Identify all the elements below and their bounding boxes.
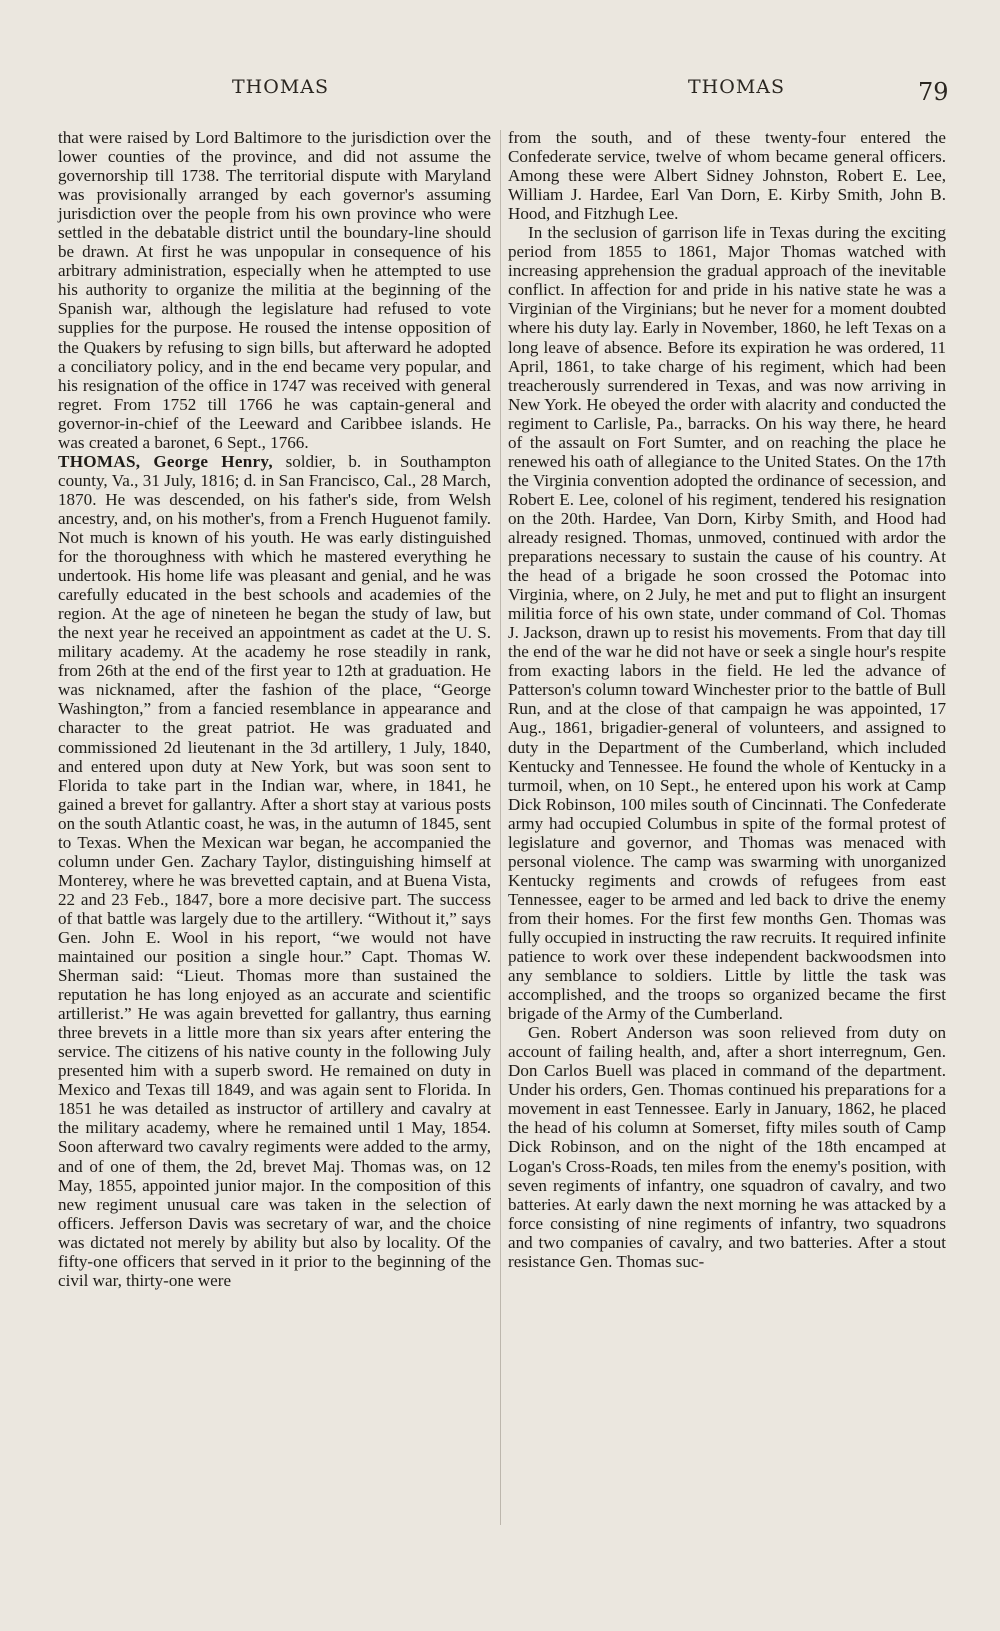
paragraph-continued: that were raised by Lord Baltimore to the jurisdiction over the lower counties of the province, and did not assume the governorship till 1738. The territorial dispute with Maryland was provisionally arranged by each governor's assuming jurisdiction over the people from his own province who were settled in the debatable district until the boundary-line should be drawn. At first he was unpopular in consequence of his arbitrary administration, especially when he attempted to use his authority to organize the militia at the beginning of the Spanish war, although the legislature had refused to vote supplies for the purpose. He roused the intense opposition of the Quakers by refusing to sign bills, but afterward he adopted a conciliatory policy, and in the end became very popular, and his resignation of the office in 1747 was received with general regret. From 1752 till 1766 he was captain-general and governor-in-chief of the Leeward and Caribbee islands. He was created a baronet, 6 Sept., 1766. [58,128,491,452]
paragraph-anderson-relieved: Gen. Robert Anderson was soon relieved from duty on account of failing health, and, after a short interregnum, Gen. Don Carlos Buell was placed in command of the department. Under his orders, Gen. Thomas continued his preparations for a movement in east Tennessee. Early in January, 1862, he placed the head of his column at Somerset, fifty miles south of Camp Dick Robinson, and on the night of the 18th encamped at Logan's Cross-Roads, ten miles from the enemy's position, with seven regiments of infantry, one squadron of cavalry, and two batteries. At early dawn the next morning he was attacked by a force consisting of nine regiments of infantry, two squadrons and two companies of cavalry, and two batteries. After a stout resistance Gen. Thomas suc- [508,1023,946,1271]
paragraph-confederate-officers: from the south, and of these twenty-four entered the Confederate service, twelve of whom became general officers. Among these were Albert Sidney Johnston, Robert E. Lee, William J. Hardee, Earl Van Dorn, E. Kirby Smith, John B. Hood, and Fitzhugh Lee. [508,128,946,224]
entry-thomas-george-henry [58,452,491,1290]
entry-text: soldier, b. in Southampton county, Va., 31 July, 1816; d. in San Francisco, Cal., 28 March, 1870. He was descended, on his father's side, from Welsh ancestry, and, on his mother's, from a French Huguenot family. Not much is known of his youth. He was early distinguished for the thoroughness with which he mastered everything he undertook. His home life was pleasant and genial, and he was carefully educated in the best schools and academies of the region. At the age of nineteen he began the study of law, but the next year he received an appointment as cadet at the U. S. military academy. At the academy he rose steadily in rank, from 26th at the end of the first year to 12th at graduation. He was nicknamed, after the fashion of the place, “George Washington,” from a fancied resemblance in appearance and character to the great patriot. He was graduated and commissioned 2d lieutenant in the 3d artillery, 1 July, 1840, and entered upon duty at New York, but was soon sent to Florida to take part in the Indian war, where, in 1841, he gained a brevet for gallantry. After a short stay at various posts on the south Atlantic coast, he was, in the autumn of 1845, sent to Texas. When the Mexican war began, he accompanied the column under Gen. Zachary Taylor, distinguishing himself at Monterey, where he was brevetted captain, and at Buena Vista, 22 and 23 Feb., 1847, bore a more decisive part. The success of that battle was largely due to the artillery. “Without it,” says Gen. John E. Wool in his report, “we would not have maintained our position a single hour.” Capt. Thomas W. Sherman said: “Lieut. Thomas more than sustained the reputation he has long enjoyed as an accurate and scientific artillerist.” He was again brevetted for gallantry, thus earning three brevets in a little more than six years after entering the service. The citizens of his native county in the following July presented him with a superb sword. He remained on duty in Mexico and Texas till 1849, and was again sent to Florida. In 1851 he was detailed as instructor of artillery and cavalry at the military academy, where he remained until 1 May, 1854. Soon afterward two cavalry regiments were added to the army, and of one of them, the 2d, brevet Maj. Thomas was, on 12 May, 1855, appointed junior major. In the composition of this new regiment unusual care was taken in the selection of officers. Jefferson Davis was secretary of war, and the choice was dictated not merely by ability but also by locality. Of the fifty-one officers that served in it prior to the beginning of the civil war, thirty-one were [58,451,491,1290]
left-column [58,128,491,1290]
entry-headword: THOMAS, George Henry, [58,451,273,471]
page-number: 79 [918,78,949,106]
running-title-left: THOMAS [232,76,330,98]
right-column [508,128,946,1271]
column-divider [500,130,501,1525]
paragraph-texas-garrison: In the seclusion of garrison life in Texas during the exciting period from 1855 to 1861, Major Thomas watched with increasing apprehension the gradual approach of the inevitable conflict. In affection for and pride in his native state he was a Virginian of the Virginians; but he never for a moment doubted where his duty lay. Early in November, 1860, he left Texas on a long leave of absence. Before its expiration he was ordered, 11 April, 1861, to take charge of his regiment, which had been treacherously surrendered in Texas, and was now arriving in New York. He obeyed the order with alacrity and conducted the regiment to Carlisle, Pa., barracks. On his way there, he heard of the assault on Fort Sumter, and on reaching the place he renewed his oath of allegiance to the United States. On the 17th the Virginia convention adopted the ordinance of secession, and Robert E. Lee, colonel of his regiment, tendered his resignation on the 20th. Hardee, Van Dorn, Kirby Smith, and Hood had already resigned. Thomas, unmoved, continued with ardor the preparations necessary to sustain the cause of his country. At the head of a brigade he soon crossed the Potomac into Virginia, where, on 2 July, he met and put to flight an insurgent militia force of his own state, under command of Col. Thomas J. Jackson, drawn up to resist his movements. From that day till the end of the war he did not have or seek a single hour's respite from exacting labors in the field. He led the advance of Patterson's column toward Winchester prior to the battle of Bull Run, and at the close of that campaign he was appointed, 17 Aug., 1861, brigadier-general of volunteers, and assigned to duty in the Department of the Cumberland, which included Kentucky and Tennessee. He found the whole of Kentucky in a turmoil, when, on 10 Sept., he entered upon his work at Camp Dick Robinson, 100 miles south of Cincinnati. The Confederate army had occupied Columbus in spite of the formal protest of legislature and governor, and Thomas was menaced with personal violence. The camp was swarming with unorganized Kentucky regiments and crowds of refugees from east Tennessee, eager to be armed and led back to drive the enemy from their homes. For the first few months Gen. Thomas was fully occupied in instructing the raw recruits. It required infinite patience to work over these independent backwoodsmen into any semblance to soldiers. Little by little the task was accomplished, and the troops so organized became the first brigade of the Army of the Cumberland. [508,223,946,1024]
running-title-right: THOMAS [688,76,786,98]
